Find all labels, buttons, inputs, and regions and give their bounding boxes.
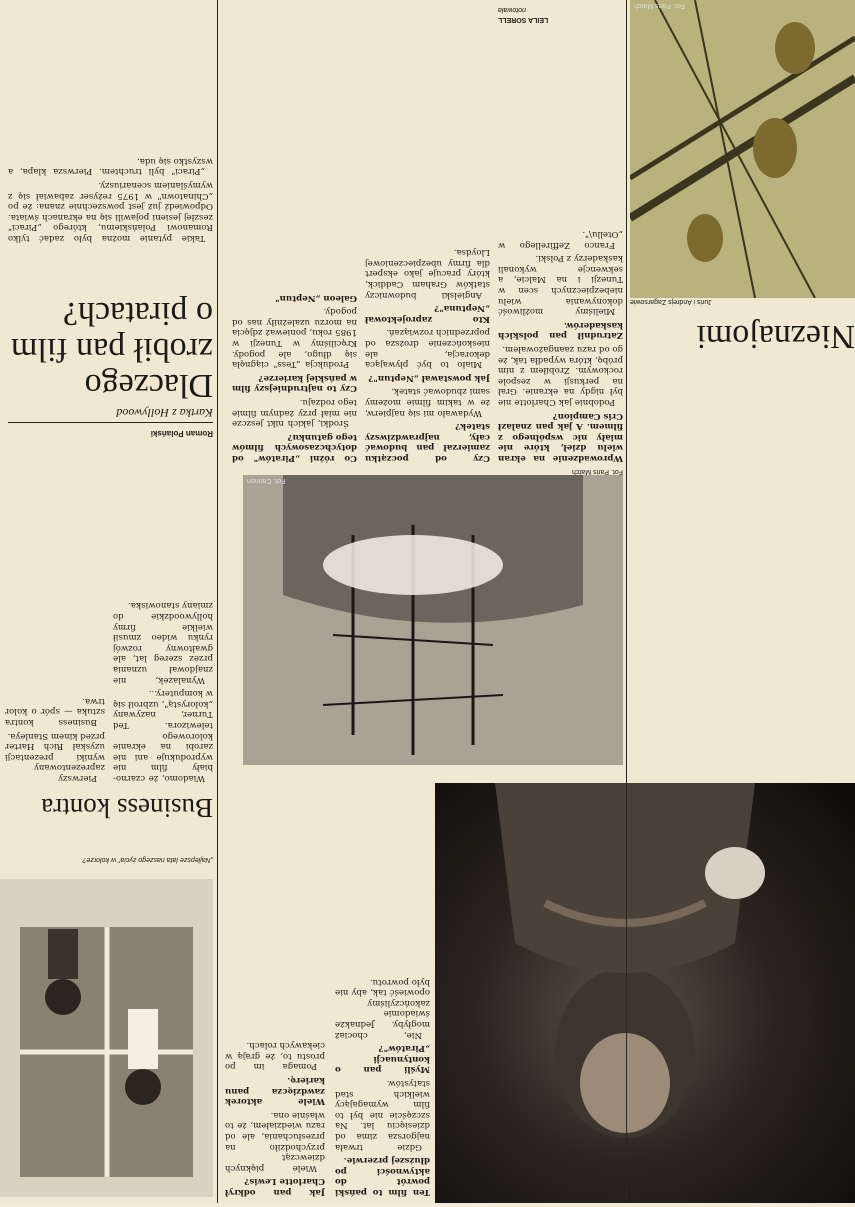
photo-credit-paris-match: Fot. Paris Match bbox=[634, 2, 685, 9]
interview-column-1: Ten film to pański powrót do aktywności po dłuższej przerwie. Gdzie trwała najgorsza zima od dziesięciu lat. Na szczęście nie był to film wymagający wielkich stad statystów. Myśli pan o kontynuacji „Piratów"? Nie, chociaż mogłyby. Jednakże świadomie zakończyliśmy opowieść tak, aby nie było powrotu. bbox=[335, 976, 430, 1197]
article-headline: Dlaczego zrobił pan film o piratach? bbox=[10, 295, 213, 404]
business-column-2: Pierwszy zaprezentowany wyniki prezentacji uzyskał Rich Harter przed kinem Stanleya. Business kontra sztuka — spór o kolor trwa. bbox=[5, 695, 105, 783]
business-series-label: „Najlepsze lata naszego życia" w kolorze? bbox=[82, 856, 213, 863]
photo-old-film-still bbox=[0, 879, 213, 1197]
business-headline: Business kontra bbox=[41, 793, 213, 823]
nieznajomi-headline: Nieznajomi bbox=[696, 318, 855, 355]
column-divider-1 bbox=[626, 0, 627, 1203]
nieznajomi-credit: Juris i Andrejs Zagarsowie bbox=[630, 298, 712, 305]
photo-credit-paris-match-top: Fot. Paris Match bbox=[572, 468, 623, 475]
photo-ship-rigging bbox=[630, 0, 855, 298]
lead-column: Takie pytanie można było zadać tylko Romanowi Polańskiemu, którego „Piraci" zeszłej jesieni pojawili się na ekranach świata. Odpowiedź już jest powszechnie znana: że po „Chinatown" w 1975 reżyser zabawiał się z wymyślaniem scenariuszy. „Piraci" byli truchtem. Pierwsza klapa, a wszystko się uda. bbox=[8, 155, 213, 243]
interview-column-5: Co różni „Piratów" od dotychczasowych filmów tego gatunku? Środki, jakich nikt jeszcze nie miał przy żadnym filmie tego rodzaju. Czy to najtrudniejszy film w pańskiej karierze? Produkcja „Tess" ciągnęła się długo, ale pogody. Kręciliśmy w Tunezji w 1985 roku, ponieważ zdjęcia na morzu uzależniły nas od pogody. Galeon „Neptun" bbox=[232, 292, 357, 463]
photo-ship-masts bbox=[243, 475, 623, 765]
interview-column-4: Czy od początku zamierzał pan budować cały, najprawdziwszy statek? Wydawało mi się najpierw, że w takim filmie możemy sami zbudować statek. Jak powstawał „Neptun"? Miało to być pływająca dekoracja, ale nieskończenie droższa od poprzednich rozwiązań. Kto zaprojektował „Neptuna"? Angielski budowniczy statków Graham Caddick, który pracuje jako ekspert dla firmy ubezpieczeniowej Lloydsa. bbox=[365, 247, 490, 463]
interview-column-3: Wprowadzenie na ekran wielu dzieł, które nie miały nic wspólnego z filmem. A jak pan znalazł Cris Campion? Podobnie jak Charlotte nie był nigdy na ekranie. Grał na perkusji w zespole rockowym. Zrobiłem z nim próbę, która wypadła tak, że go od razu zaangażowałem. Zatrudnił pan polskich kaskaderów. Mieliśmy możliwość dokonywania wielu niebezpiecznych scen w Tunezji i na Malcie, a sekwencje wykonali kaskaderzy z Polski. Franco Zeffirellego w „Otellu\". bbox=[498, 229, 623, 463]
column-divider-2 bbox=[217, 0, 218, 1203]
kicker-rule bbox=[8, 422, 213, 423]
photo-pirate-portrait bbox=[435, 783, 855, 1203]
business-column-lead: Wiadomo, że czarno-biały film nie wyprodukuje ani nie zarobi na ekranie kolorowego telewizora. Ted Turner, nazywany „kolorystą", uzbroił się w komputery... Wynalazek, nie znajdował uznania przez szereg lat, ale gwałtowny rozwój rynku wideo zmusił wielkie firmy hollywoodzkie do zmiany stanowiska. bbox=[113, 600, 213, 783]
notowala-label: notowała bbox=[498, 6, 527, 13]
photo-credit-cannon: Fot. Cannon bbox=[247, 477, 286, 484]
author-name: Roman Polański bbox=[150, 429, 213, 438]
interviewer-name: LEILA SORELL bbox=[498, 16, 549, 23]
interview-column-2: Jak pan odkrył Charlotte Lewis? Wiele pięknych dziewcząt przychodziło na przesłuchania, ale od razu wiedziałem, że to właśnie ona. Wiele aktorek zawdzięcza panu karierę. Pomaga im po prostu to, że grają w ciekawych rolach. bbox=[225, 1040, 325, 1197]
kicker-label: Kartka z Hollywood bbox=[116, 406, 213, 420]
